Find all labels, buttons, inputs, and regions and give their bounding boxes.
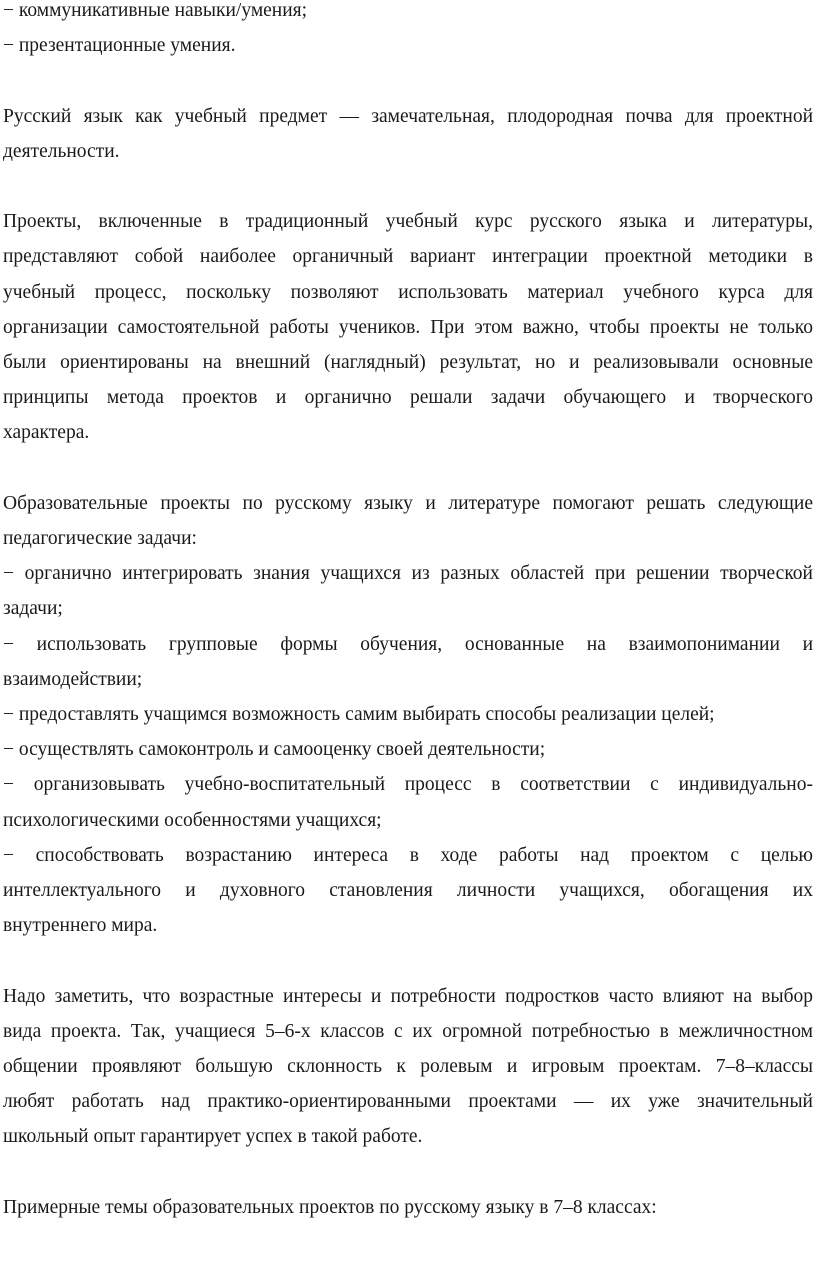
text-line: внутреннего мира. <box>3 915 158 937</box>
bullet-line: − организовывать учебно-воспитательный процесс в соответствии с индивидуально- <box>3 774 813 796</box>
text-line: характера. <box>3 422 90 444</box>
bullet-line: − презентационные умения. <box>3 35 236 57</box>
text-line: деятельности. <box>3 140 120 162</box>
text-line: любят работать над практико-ориентированными проектами — их уже значительный <box>3 1091 813 1113</box>
paragraph-gap <box>3 943 813 978</box>
text-line: Примерные темы образовательных проектов по русскому языку в 7–8 классах: <box>3 1196 657 1218</box>
text-line: интеллектуального и духовного становления личности учащихся, обогащения их <box>3 880 813 902</box>
bullet-line: − осуществлять самоконтроль и самооценку своей деятельности; <box>3 739 546 761</box>
bullet-line: − органично интегрировать знания учащихся из разных областей при решении творческой <box>3 563 813 585</box>
bullet-line: − использовать групповые формы обучения, основанные на взаимопонимании и <box>3 633 813 655</box>
text-line: Русский язык как учебный предмет — замечательная, плодородная почва для проектной <box>3 105 813 127</box>
text-line: задачи; <box>3 598 63 620</box>
text-line: были ориентированы на внешний (наглядный) результат, но и реализовывали основные <box>3 352 813 373</box>
bullet-line: − способствовать возрастанию интереса в ходе работы над проектом с целью <box>3 844 813 866</box>
text-line: вида проекта. Так, учащиеся 5–6-х классов с их огромной потребностью в межличностном <box>3 1020 813 1042</box>
text-line: общении проявляют большую склонность к ролевым и игровым проектам. 7–8–классы <box>3 1056 813 1078</box>
text-line: Проекты, включенные в традиционный учебный курс русского языка и литературы, <box>3 211 813 233</box>
text-line: взаимодействии; <box>3 668 143 690</box>
text-line: психологическими особенностями учащихся; <box>3 809 382 831</box>
text-line: школьный опыт гарантирует успех в такой работе. <box>3 1126 423 1148</box>
text-line: Надо заметить, что возрастные интересы и потребности подростков часто влияют на выбор <box>3 985 813 1007</box>
text-line: принципы метода проектов и органично решали задачи обучающего и творческого <box>3 387 813 409</box>
paragraph-gap <box>3 1155 813 1190</box>
text-line: представляют собой наиболее органичный вариант интеграции проектной методики в <box>3 246 813 268</box>
paragraph-gap <box>3 63 813 98</box>
bullet-line: − коммуникативные навыки/умения; <box>3 0 308 21</box>
text-line: педагогические задачи: <box>3 528 197 549</box>
text-line: Образовательные проекты по русскому языку и литературе помогают решать следующие <box>3 492 813 514</box>
document-page <box>3 0 813 1225</box>
paragraph-gap <box>3 169 813 204</box>
paragraph-gap <box>3 451 813 486</box>
text-line: учебный процесс, поскольку позволяют использовать материал учебного курса для <box>3 281 813 303</box>
text-line: организации самостоятельной работы учеников. При этом важно, чтобы проекты не только <box>3 316 813 338</box>
bullet-line: − предоставлять учащимся возможность самим выбирать способы реализации целей; <box>3 704 715 726</box>
